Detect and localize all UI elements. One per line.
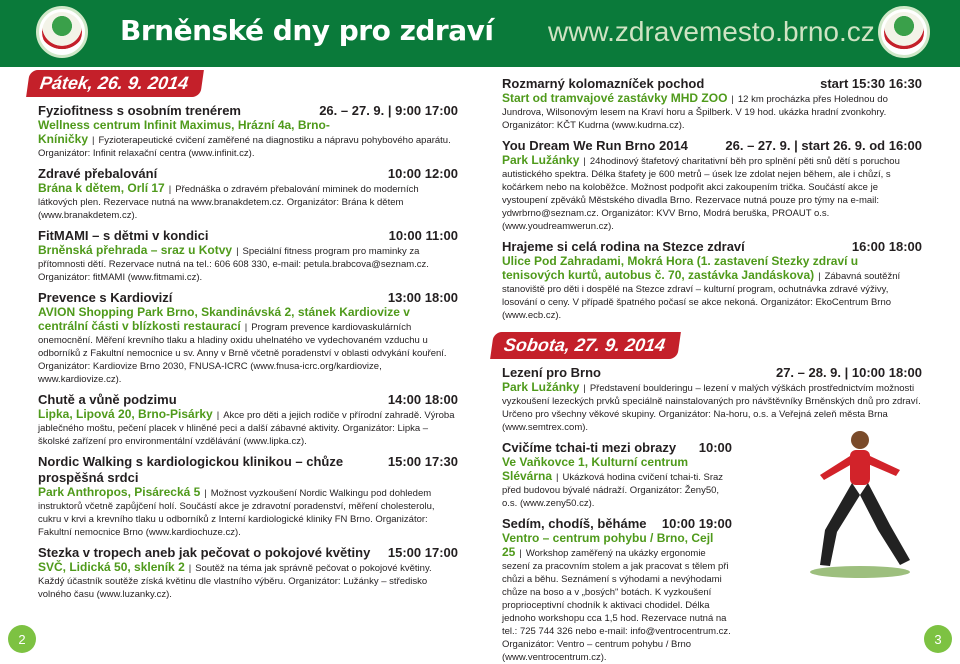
header-bar — [0, 0, 960, 67]
event-item: Zdravé přebalování 10:00 12:00 Brána k dětem, Orlí 17 | Přednáška o zdravém přebalování miminek do moderních látkových plen. Rezervace nutná na www.branakdetem.cz. Organizátor: Brána k dětem (www.branakdetem.cz). — [38, 166, 458, 221]
event-time: 10:00 12:00 — [387, 166, 458, 181]
event-description: 12 km procházka přes Holednou do Jundrova, Wilsonovým lesem na Kraví horu a Špilberk. V 19 hod. ukázka hradní zvonkohry. Organizátor: KČT Kudrna (www.kudrna.cz). — [502, 94, 888, 131]
event-title: You Dream We Run Brno 2014 — [502, 138, 688, 153]
event-description: Představení boulderingu – lezení v malých výškách prostřednictvím možnosti vyzkoušení lezeckých prvků speciálně nainstalovaných pro návštěvníky Brněnských dnů pro zdraví. Určeno pro všechny věkové skupiny. Organizátor: Na-horu, o.s. a Veřejná zeleň města Brna (www.semtrex.com). — [502, 383, 921, 433]
event-item: Cvičíme tchai-ti mezi obrazy 10:00 Ve Vaňkovce 1, Kulturní centrum Slévárna | Ukázková hodina cvičení tchai-ti. Sraz před budovou bývalé nádraží. Organizátor: Ženy50, o.s. (www.zeny50.cz). — [502, 440, 732, 509]
event-place: Ulice Pod Zahradami, Mokrá Hora (1. zastavení Stezky zdraví u tenisových kurtů, autobus č. 70, zastávka Jandáskova) — [502, 254, 859, 282]
event-time: 16:00 18:00 — [851, 239, 922, 254]
event-item: Sedím, chodíš, běháme 10:00 19:00 Ventro – centrum pohybu / Brno, Cejl 25 | Workshop zaměřený na ukázky ergonomie sezení za pracovním stolem a jak pracovat s tělem při chůzi a běhu. Seznámení s výhodami a nevýhodami chůze na boso a v „bosých" botách. K vyzkoušení proprioceptivní chodník k aktivaci chodidel. Délka jednoho workshopu cca 1,5 hod. Rezervace nutná na tel.: 725 744 326 nebo e-mail: info@ventrocentrum.cz. Organizátor: Ventro – centrum pohybu / Brno (www.ventrocentrum.cz). — [502, 516, 732, 663]
event-place: Lipka, Lipová 20, Brno-Pisárky — [38, 407, 213, 421]
event-item: Lezení pro Brno 27. – 28. 9. | 10:00 18:00 Park Lužánky | Představení boulderingu – lezení v malých výškách prostřednictvím možnosti vyzkoušení lezeckých prvků speciálně nainstalovaných pro návštěvníky Brněnských dnů pro zdraví. Určeno pro všechny věkové skupiny. Organizátor: Na-horu, o.s. a Veřejná zeleň města Brna (www.semtrex.com). — [502, 365, 922, 433]
event-description: Program prevence kardiovaskulárních onemocnění. Měření krevního tlaku a hladiny oxidu uhelnatého ve vydechovaném vzduchu u odborníků z Fakultní nemocnice u sv. Anny v Brně včetně poradenství v oblasti odvykání kouření. Organizátor: Kardiovize Brno 2030, FNUSA-ICRC (www.fnusa-icrc.org/kardiovize, www.kardiovize.cz). — [38, 322, 447, 385]
event-time: 26. – 27. 9. | 9:00 17:00 — [319, 103, 458, 118]
event-item: You Dream We Run Brno 2014 26. – 27. 9. | start 26. 9. od 16:00 Park Lužánky | 24hodinový štafetový charitativní běh pro splnění pěti snů dětí s poruchou autistického spektra. Délka štafety je 600 metrů – úsek lze zdolat nejen během, ale i chůzí, s kočárkem nebo na koloběžce. Možnost podpořit akci zakoupením trička. Součástí akce je vystoupení zpěváků Městského divadla Brno. Rezervace nutná pouze pro týmy na e-mail: ydwrbrno@seznam.cz. Organizátor: KVV Brno, Modrá beruška, PROAUT o.s. (www.youdreamwerun.cz). — [502, 138, 922, 232]
event-description: Fyzioterapeutické cvičení zaměřené na diagnostiku a nápravu pohybového aparátu. Organizátor: Infinit relaxační centra (www.infinit.cz). — [38, 135, 451, 159]
event-title: Rozmarný kolomazníček pochod — [502, 76, 705, 91]
event-time: 14:00 18:00 — [387, 392, 458, 407]
event-title: Nordic Walking s kardiologickou klinikou – chůze prospěšná srdci — [38, 454, 344, 485]
page-number-left: 2 — [8, 625, 36, 653]
event-title: Stezka v tropech aneb jak pečovat o pokojové květiny — [38, 545, 371, 560]
event-description: Workshop zaměřený na ukázky ergonomie sezení za pracovním stolem a jak pracovat s tělem při chůzi a běhu. Seznámení s výhodami a nevýhodami chůze na boso a v „bosých" botách. K vyzkoušení proprioceptivní chodník k aktivaci chodidel. Délka jednoho workshopu cca 1,5 hod. Rezervace nutná na tel.: 725 744 326 nebo e-mail: info@ventrocentrum.cz. Organizátor: Ventro – centrum pohybu / Brno (www.ventrocentrum.cz). — [502, 548, 731, 663]
page-title: Brněnské dny pro zdraví — [120, 14, 494, 47]
event-time: 26. – 27. 9. | start 26. 9. od 16:00 — [725, 138, 922, 153]
event-time: 13:00 18:00 — [387, 290, 458, 305]
event-item: Nordic Walking s kardiologickou klinikou – chůze prospěšná srdci 15:00 17:30 Park Anthropos, Pisárecká 5 | Možnost vyzkoušení Nordic Walkingu pod dohledem instruktorů včetně zapůjčení holí. Součástí akce je zdravotní poradenství, měření cholesterolu, cukru v krvi a krevního tlaku u odborníků z Interní kardiologické kliniky FN Brno. Organizátor: Fakultní nemocnice Brno (www.kardiochuze.cz). — [38, 454, 458, 538]
event-description: 24hodinový štafetový charitativní běh pro splnění pěti snů dětí s poruchou autistického spektra. Délka štafety je 600 metrů – úsek lze zdolat nejen během, ale i chůzí, s kočárkem nebo na koloběžce. Možnost podpořit akci zakoupením trička. Součástí akce je vystoupení zpěváků Městského divadla Brno. Rezervace nutná pouze pro týmy na e-mail: ydwrbrno@seznam.cz. Organizátor: KVV Brno, Modrá beruška, PROAUT o.s. (www.youdreamwerun.cz). — [502, 156, 900, 232]
day-banner-saturday: Sobota, 27. 9. 2014 — [490, 332, 681, 359]
event-place: Ventro – centrum pohybu / Brno, Cejl 25 — [502, 531, 714, 559]
event-time: 27. – 28. 9. | 10:00 18:00 — [775, 365, 922, 380]
woman-exercising-photo — [790, 420, 930, 580]
event-title: Sedím, chodíš, běháme — [502, 516, 647, 531]
event-place: Start od tramvajové zastávky MHD ZOO — [502, 91, 728, 105]
event-time: start 15:30 16:30 — [820, 76, 922, 91]
website-url[interactable]: www.zdravemesto.brno.cz — [548, 16, 875, 47]
event-place: Brněnská přehrada – sraz u Kotvy — [38, 243, 233, 257]
event-item: FitMAMI – s dětmi v kondici 10:00 11:00 Brněnská přehrada – sraz u Kotvy | Speciální fitness program pro maminky za přítomnosti dětí. Rezervace nutná na tel.: 606 608 330, e-mail: petula.brabcova@seznam.cz. Organizátor: fitMAMI (www.fitmami.cz). — [38, 228, 458, 283]
event-place: Park Lužánky — [502, 153, 580, 167]
event-place: Wellness centrum Infinit Maximus, Hrázní 4a, Brno-Kníničky — [38, 118, 330, 146]
event-title: Hrajeme si celá rodina na Stezce zdraví — [502, 239, 745, 254]
event-time: 10:00 — [698, 440, 732, 455]
event-time: 15:00 17:00 — [387, 545, 458, 560]
event-title: Chutě a vůně podzimu — [38, 392, 177, 407]
event-item: Rozmarný kolomazníček pochod start 15:30 16:30 Start od tramvajové zastávky MHD ZOO | 12 km procházka přes Holednou do Jundrova, Wilsonovým lesem na Kraví horu a Špilberk. V 19 hod. ukázka hradní zvonkohry. Organizátor: KČT Kudrna (www.kudrna.cz). — [502, 76, 922, 131]
healthy-city-logo-left — [36, 6, 88, 58]
event-item: Prevence s Kardiovizí 13:00 18:00 AVION Shopping Park Brno, Skandinávská 2, stánek Kardiovize v centrální části v blízkosti restaurací | Program prevence kardiovaskulárních onemocnění. Měření krevního tlaku a hladiny oxidu uhelnatého ve vydechovaném vzduchu u odborníků z Fakultní nemocnice u sv. Anny v Brně včetně poradenství v oblasti odvykání kouření. Organizátor: Kardiovize Brno 2030, FNUSA-ICRC (www.fnusa-icrc.org/kardiovize, www.kardiovize.cz). — [38, 290, 458, 385]
day-banner-friday: Pátek, 26. 9. 2014 — [26, 70, 204, 97]
event-item: Fyziofitness s osobním trenérem 26. – 27. 9. | 9:00 17:00 Wellness centrum Infinit Maximus, Hrázní 4a, Brno-Kníničky | Fyzioterapeutické cvičení zaměřené na diagnostiku a nápravu pohybového aparátu. Organizátor: Infinit relaxační centra (www.infinit.cz). — [38, 103, 458, 159]
event-place: Park Anthropos, Pisárecká 5 — [38, 485, 201, 499]
event-description: Možnost vyzkoušení Nordic Walkingu pod dohledem instruktorů včetně zapůjčení holí. Součástí akce je zdravotní poradenství, měření cholesterolu, cukru v krvi a krevního tlaku u odborníků z Interní kardiologické kliniky FN Brno. Organizátor: Fakultní nemocnice Brno (www.kardiochuze.cz). — [38, 488, 435, 538]
event-title: Cvičíme tchai-ti mezi obrazy — [502, 440, 677, 455]
event-title: Prevence s Kardiovizí — [38, 290, 173, 305]
event-place: Park Lužánky — [502, 380, 580, 394]
event-title: Fyziofitness s osobním trenérem — [38, 103, 241, 118]
event-place: AVION Shopping Park Brno, Skandinávská 2, stánek Kardiovize v centrální části v blízkosti restaurací — [38, 305, 410, 333]
event-item: Stezka v tropech aneb jak pečovat o pokojové květiny 15:00 17:00 SVČ, Lidická 50, skleník 2 | Soutěž na téma jak správně pečovat o pokojové květiny. Každý účastník soutěže získá květinu dle vlastního výběru. Organizátor: Lužánky – středisko volného času (www.luzanky.cz). — [38, 545, 458, 600]
event-description: Ukázková hodina cvičení tchai-ti. Sraz před budovou bývalé nádraží. Organizátor: Ženy50, o.s. (www.zeny50.cz). — [502, 472, 724, 509]
event-place: Ve Vaňkovce 1, Kulturní centrum Slévárna — [502, 455, 689, 483]
event-description: Speciální fitness program pro maminky za přítomnosti dětí. Rezervace nutná na tel.: 606 608 330, e-mail: petula.brabcova@seznam.cz. Organizátor: fitMAMI (www.fitmami.cz). — [38, 246, 429, 283]
event-description: Zábavná soutěžní stanoviště pro děti i dospělé na Stezce zdraví – kulturní program, ochutnávka zdravé výživy, losování o ceny. V případě špatného počasí se akce nekoná. Organizátor: EkoCentrum Brno (www.ecb.cz). — [502, 271, 901, 321]
left-column — [38, 70, 458, 601]
event-description: Soutěž na téma jak správně pečovat o pokojové květiny. Každý účastník soutěže získá květinu dle vlastního výběru. Organizátor: Lužánky – středisko volného času (www.luzanky.cz). — [38, 563, 432, 600]
event-item: Chutě a vůně podzimu 14:00 18:00 Lipka, Lipová 20, Brno-Pisárky | Akce pro děti a jejich rodiče v přírodní zahradě. Výroba jablečného moštu, pečení placek v hliněné peci a další zábavné aktivity. Organizátor: Lipka – školské zařízení pro environmentální vzdělávání (www.lipka.cz). — [38, 392, 458, 447]
healthy-city-logo-right — [878, 6, 930, 58]
event-time: 10:00 19:00 — [661, 516, 732, 531]
event-place: SVČ, Lidická 50, skleník 2 — [38, 560, 185, 574]
event-description: Přednáška o zdravém přebalování miminek do moderních látkových plen. Rezervace nutná na www.branakdetem.cz. Organizátor: Brána k dětem (www.branakdetem.cz). — [38, 184, 419, 221]
event-place: Brána k dětem, Orlí 17 — [38, 181, 165, 195]
event-time: 15:00 17:30 — [387, 454, 458, 469]
event-title: Lezení pro Brno — [502, 365, 601, 380]
event-time: 10:00 11:00 — [388, 228, 458, 243]
page-number-right: 3 — [924, 625, 952, 653]
event-description: Akce pro děti a jejich rodiče v přírodní zahradě. Výroba jablečného moštu, pečení placek v hliněné peci a další zábavné aktivity. Organizátor: Lipka – školské zařízení pro environmentální vzdělávání (www.lipka.cz). — [38, 410, 455, 447]
event-title: Zdravé přebalování — [38, 166, 158, 181]
event-title: FitMAMI – s dětmi v kondici — [38, 228, 209, 243]
event-item: Hrajeme si celá rodina na Stezce zdraví 16:00 18:00 Ulice Pod Zahradami, Mokrá Hora (1. zastavení Stezky zdraví u tenisových kurtů, autobus č. 70, zastávka Jandáskova) | Zábavná soutěžní stanoviště pro děti i dospělé na Stezce zdraví – kulturní program, ochutnávka zdravé výživy, losování o ceny. V případě špatného počasí se akce nekoná. Organizátor: EkoCentrum Brno (www.ecb.cz). — [502, 239, 922, 321]
